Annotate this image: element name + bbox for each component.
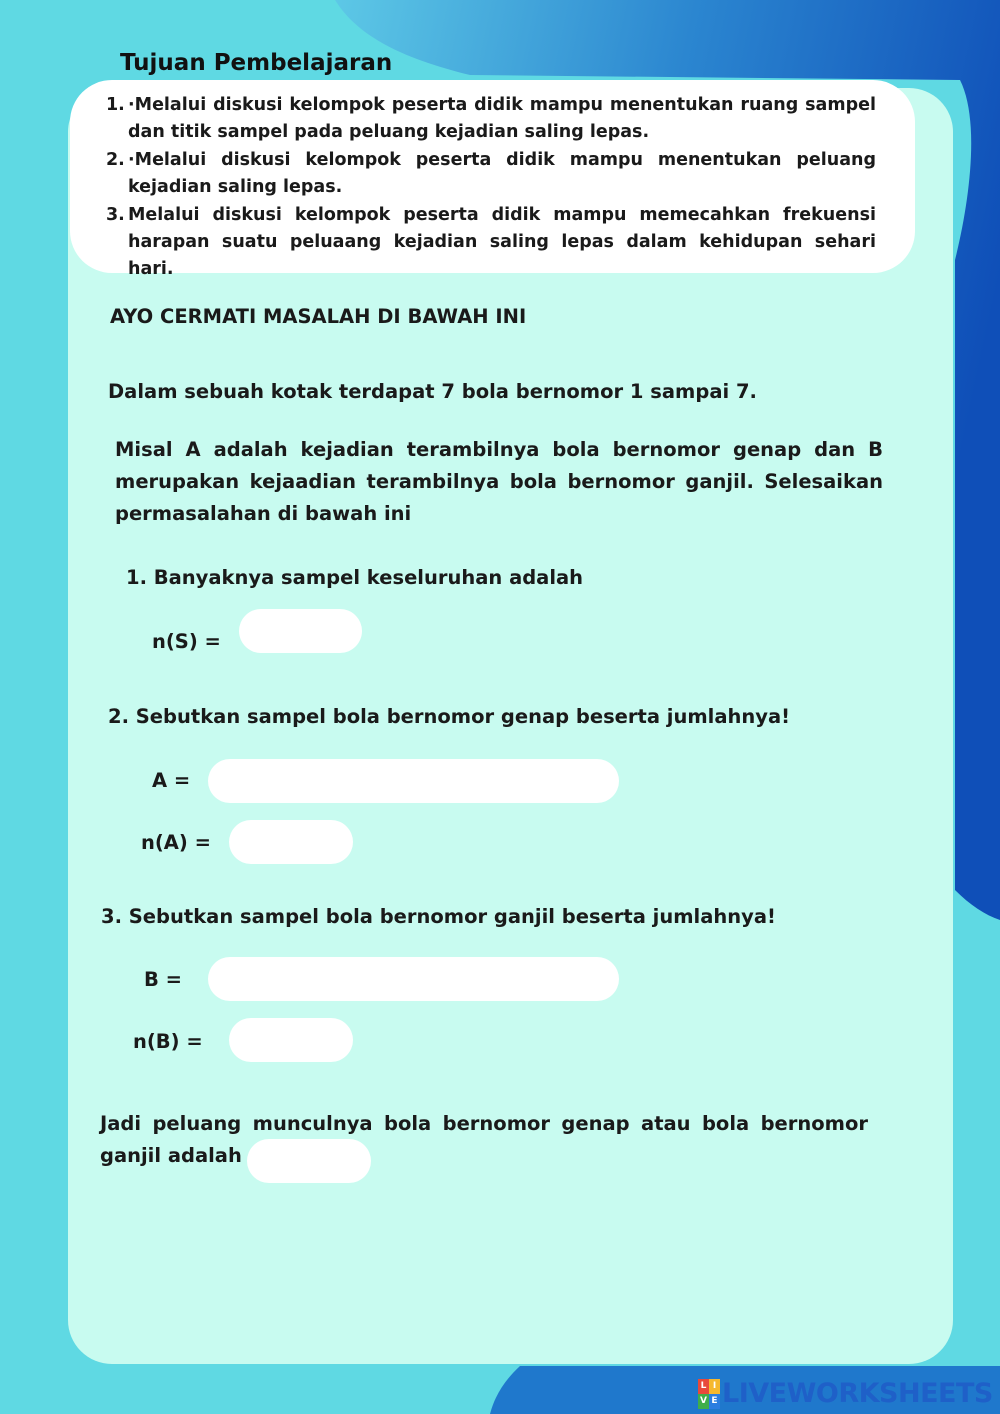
problem-intro: Dalam sebuah kotak terdapat 7 bola bernomor 1 sampai 7.: [108, 380, 757, 403]
nb-label: n(B) =: [133, 1030, 203, 1053]
set-b-answer-input[interactable]: [208, 957, 619, 1001]
ns-label: n(S) =: [152, 630, 221, 653]
problem-description: Misal A adalah kejadian terambilnya bola bernomor genap dan B merupakan kejaadian terambilnya bola bernomor ganjil. Selesaikan permasalahan di bawah ini: [115, 438, 883, 525]
logo-letter-v: V: [698, 1394, 709, 1409]
objective-text: ·Melalui diskusi kelompok peserta didik mampu menentukan ruang sampel dan titik sampel pada peluang kejadian saling lepas.: [128, 95, 876, 142]
na-answer-input[interactable]: [229, 820, 353, 864]
liveworksheets-logo: [698, 1378, 993, 1409]
problem-heading: AYO CERMATI MASALAH DI BAWAH INI: [110, 305, 527, 328]
set-a-answer-input[interactable]: [208, 759, 619, 803]
objective-item: [100, 147, 876, 201]
objective-number: 1.: [106, 95, 125, 115]
question-1-text: 1. Banyaknya sampel keseluruhan adalah: [126, 566, 584, 589]
objective-text: Melalui diskusi kelompok peserta didik mampu memecahkan frekuensi harapan suatu peluaang kejadian saling lepas dalam kehidupan sehari hari.: [128, 205, 876, 279]
liveworksheets-logo-icon: [698, 1379, 720, 1409]
objectives-title: Tujuan Pembelajaran: [120, 50, 393, 76]
objective-number: 2.: [106, 150, 125, 170]
conclusion-answer-input[interactable]: [247, 1139, 371, 1183]
conclusion-text: Jadi peluang munculnya bola bernomor genap atau bola bernomor ganjil adalah: [100, 1112, 868, 1167]
logo-letter-l: L: [698, 1379, 709, 1394]
logo-letter-i: I: [709, 1379, 720, 1394]
logo-text: LIVEWORKSHEETS: [722, 1378, 993, 1409]
question-3-text: 3. Sebutkan sampel bola bernomor ganjil beserta jumlahnya!: [101, 905, 776, 928]
set-a-label: A =: [152, 769, 191, 792]
set-b-label: B =: [144, 968, 182, 991]
objective-number: 3.: [106, 205, 125, 225]
objectives-list: [100, 92, 876, 284]
ns-answer-input[interactable]: [239, 609, 362, 653]
nb-answer-input[interactable]: [229, 1018, 353, 1062]
question-2-text: 2. Sebutkan sampel bola bernomor genap beserta jumlahnya!: [108, 705, 791, 728]
logo-letter-e: E: [709, 1394, 720, 1409]
objective-item: [100, 202, 876, 283]
objective-item: [100, 92, 876, 146]
na-label: n(A) =: [141, 831, 211, 854]
objective-text: ·Melalui diskusi kelompok peserta didik mampu menentukan peluang kejadian saling lepas.: [128, 150, 876, 197]
